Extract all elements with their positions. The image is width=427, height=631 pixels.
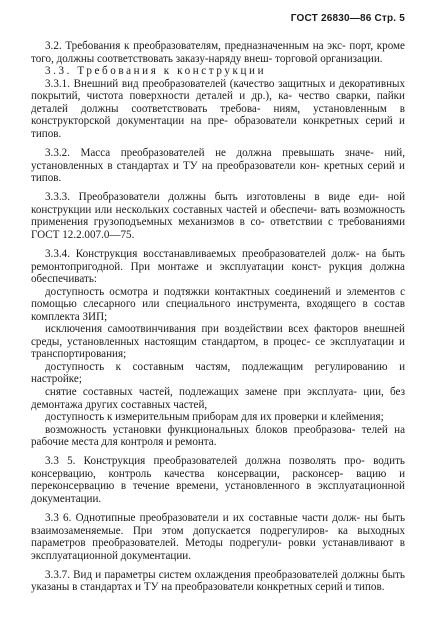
list-item-adjustment-access: доступность к составным частям, подлежащим регулированию и настройке; — [31, 360, 405, 386]
section-heading-3-3: 3.3. Требования к конструкции — [45, 65, 267, 78]
paragraph-3-3-3: 3.3.3. Преобразователи должны быть изготовлены в виде еди- ной конструкции или нескольких составных частей и обеспечи- вать возможность применения грузоподъемных механизмов в со- ответствии с требованиями ГОСТ 12.2.007.0—75. — [31, 191, 406, 241]
page-header: ГОСТ 26830—86 Стр. 5 — [290, 13, 405, 24]
paragraph-3-3-6: 3.3 6. Однотипные преобразователи и их составные части долж- ны быть взаимозаменяемые. При этом допускается подрегулиров- ка выходных параметров преобразователей. Методы подрегули- ровки устанавливают в эксплуатационной документации. — [31, 512, 406, 562]
paragraph-3-3-5: 3.3 5. Конструкция преобразователей должна позволять про- водить консервацию, контроль качества консервации, расконсер- вацию и переконсервацию в течение времени, установленного в эксплуатационной документации. — [31, 455, 406, 505]
document-body — [31, 40, 405, 594]
paragraph-3-2: 3.2. Требования к преобразователям, предназначенным на экс- порт, кроме того, должны соответствовать заказу-наряду внеш- торговой организации. — [31, 40, 405, 65]
list-item-inspection-access: доступность осмотра и подтяжки контактных соединений и элементов с помощью слесарного или специального инструмента, входящего в состав комплекта ЗИП; — [31, 285, 406, 323]
paragraph-3-3-4: 3.3.4. Конструкция восстанавливаемых преобразователей долж- на быть ремонтопригодной. При монтаже и эксплуатации конст- рукция должна обеспечивать: — [31, 247, 405, 286]
paragraph-3-3-2: 3.3.2. Масса преобразователей не должна превышать значе- ний, установленных в стандартах и ТУ на преобразователи кон- кретных серий и типов. — [31, 146, 405, 185]
list-item-part-removal: снятие составных частей, подлежащих замене при эксплуата- ции, без демонтажа других составных частей, — [31, 386, 405, 411]
list-item-block-installation: возможность установки функциональных блоков преобразова- телей на рабочие места для контроля и ремонта. — [31, 423, 405, 449]
paragraph-3-3-7: 3.3.7. Вид и параметры систем охлаждения преобразователей должны быть указаны в стандартах и ТУ на преобразователи конкретных серий и типов. — [31, 568, 405, 594]
list-item-instrument-access: доступность к измерительным приборам для их проверки и клеймения; — [45, 411, 384, 424]
paragraph-3-3-1: 3.3.1. Внешний вид преобразователей (качество защитных и декоративных покрытий, чистота поверхности деталей и др.), ка- чество сварки, пайки деталей должны соответствовать требова- ниям, установленным в конструкторской документации на пре- образователи конкретных серий и типов. — [31, 77, 406, 140]
list-item-self-unscrewing: исключения самоотвинчивания при воздействии всех факторов внешней среды, установленных настоящим стандартом, в процес- се эксплуатации и транспортирования; — [31, 323, 405, 361]
